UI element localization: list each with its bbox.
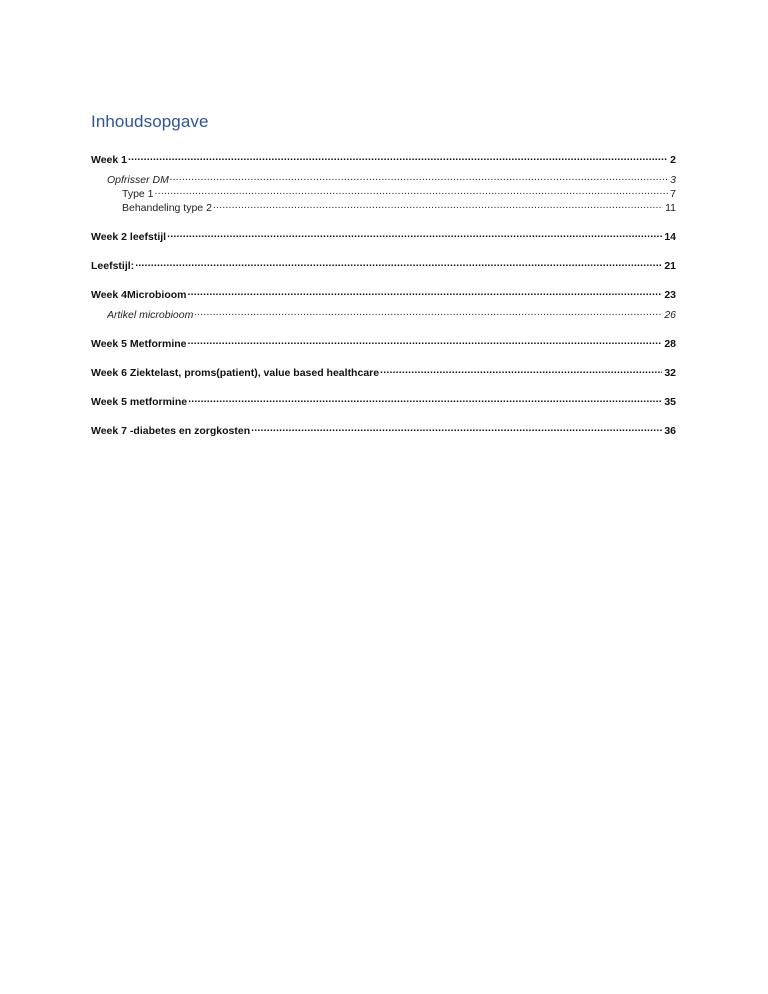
toc-entry-leefstijl[interactable]	[91, 258, 676, 272]
toc-title: Inhoudsopgave	[91, 112, 209, 131]
toc-page-number: 3	[670, 173, 676, 186]
dot-leader	[251, 423, 662, 434]
dot-leader	[194, 307, 662, 318]
toc-page-number: 11	[665, 201, 676, 214]
toc-entry-behandeling-type-2[interactable]	[122, 200, 676, 214]
toc-entry-label: Week 5 metformine	[91, 395, 188, 408]
toc-page-number: 32	[664, 366, 676, 379]
dot-leader	[155, 186, 669, 197]
dot-leader	[380, 365, 662, 376]
toc-entry-artikel-microbioom[interactable]	[107, 307, 676, 321]
toc-entry-week-5-metformine-2[interactable]	[91, 394, 676, 408]
toc-entry-label: Behandeling type 2	[122, 201, 212, 214]
toc-page-number: 21	[664, 259, 676, 272]
toc-page-number: 26	[664, 308, 676, 321]
dot-leader	[128, 152, 668, 163]
toc-entry-week-7-diabetes[interactable]	[91, 423, 676, 437]
toc-entry-week-1[interactable]	[91, 152, 676, 166]
toc-page-number: 28	[664, 337, 676, 350]
toc-entry-type-1[interactable]	[122, 186, 676, 200]
dot-leader	[188, 336, 663, 347]
dot-leader	[188, 394, 662, 405]
toc-entry-label: Type 1	[122, 187, 154, 200]
toc-entry-label: Opfrisser DM	[107, 173, 169, 186]
toc-entry-label: Week 6 Ziektelast, proms(patient), value based healthcare	[91, 366, 380, 379]
dot-leader	[170, 172, 668, 183]
toc-page-number: 14	[664, 230, 676, 243]
toc-page-number: 35	[664, 395, 676, 408]
toc-entry-week-4-microbioom[interactable]	[91, 287, 676, 301]
toc-page-number: 7	[670, 187, 676, 200]
toc-page-number: 36	[664, 424, 676, 437]
dot-leader	[213, 200, 663, 211]
toc-page-number: 23	[664, 288, 676, 301]
toc-entry-week-2-leefstijl[interactable]	[91, 229, 676, 243]
toc-entry-opfrisser-dm[interactable]	[107, 172, 676, 186]
toc-page-number: 2	[670, 153, 676, 166]
toc-entry-label: Week 4Microbioom	[91, 288, 187, 301]
toc-entry-week-6-ziektelast[interactable]	[91, 365, 676, 379]
toc-entry-label: Week 7 -diabetes en zorgkosten	[91, 424, 251, 437]
dot-leader	[188, 287, 663, 298]
toc-entry-week-5-metformine[interactable]	[91, 336, 676, 350]
toc-entry-label: Artikel microbioom	[107, 308, 194, 321]
dot-leader	[135, 258, 662, 269]
toc-entry-label: Week 2 leefstijl	[91, 230, 167, 243]
toc-entry-label: Week 5 Metformine	[91, 337, 187, 350]
toc-entry-label: Leefstijl:	[91, 259, 135, 272]
toc-entry-label: Week 1	[91, 153, 127, 166]
dot-leader	[167, 229, 662, 240]
